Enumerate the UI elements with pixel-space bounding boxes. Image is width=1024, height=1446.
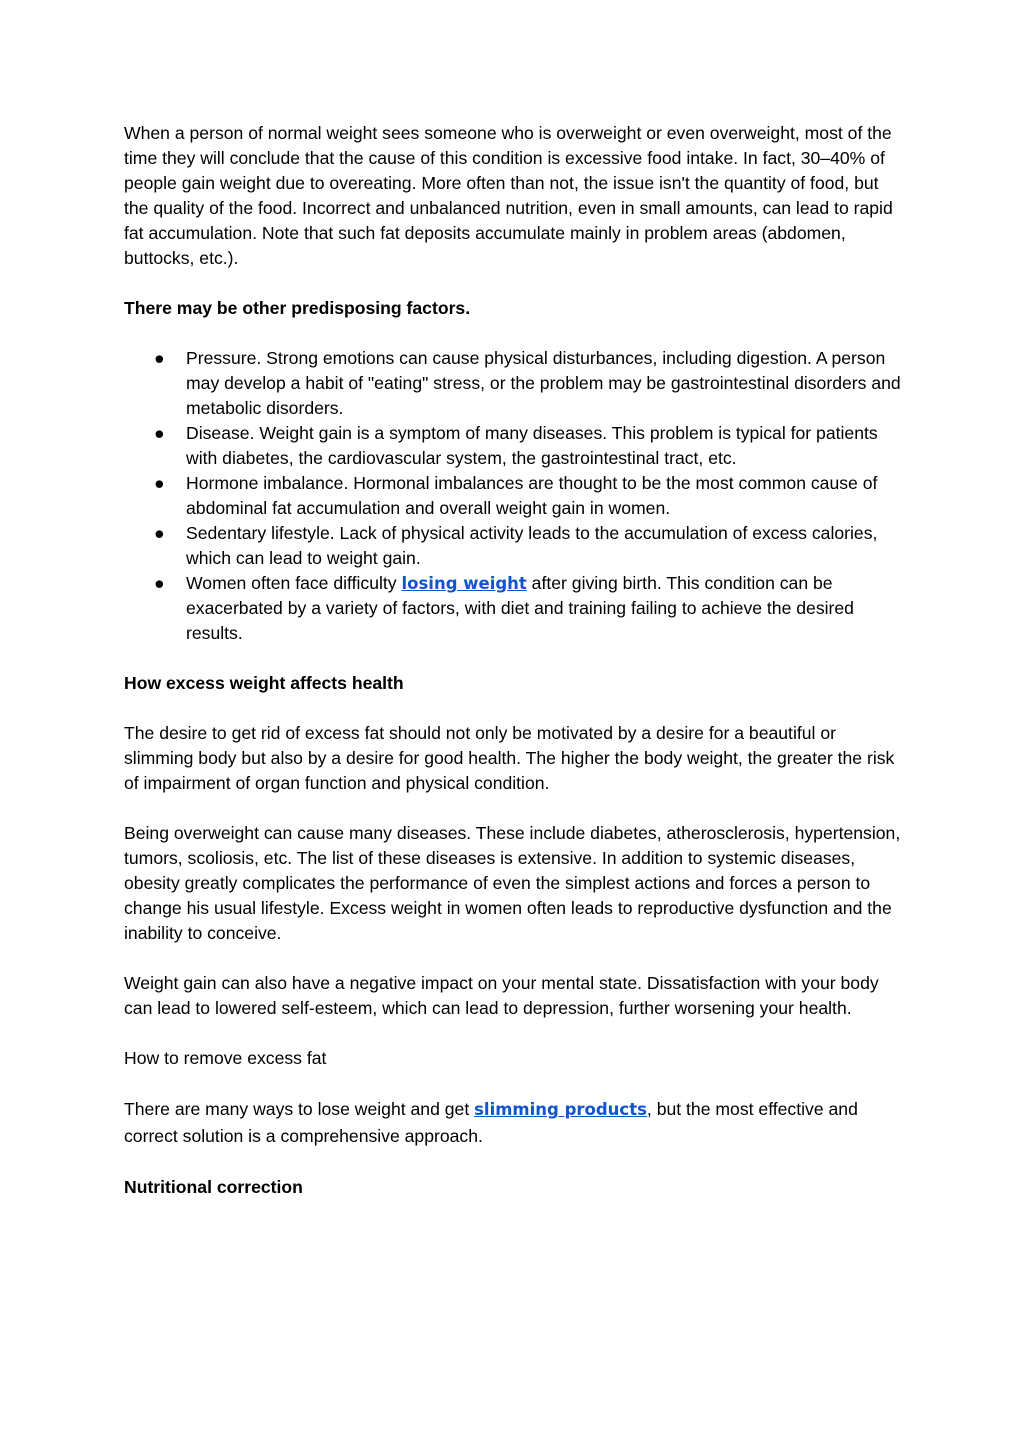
list-item-text: Disease. Weight gain is a symptom of many diseases. This problem is typical for patients with diabetes, the cardiovascular system, the gastrointestinal tract, etc.	[186, 423, 878, 468]
remove-text-after-link: , but the most effective and correct solution is a comprehensive approach.	[124, 1099, 858, 1146]
list-item	[124, 521, 904, 571]
factors-heading: There may be other predisposing factors.	[124, 298, 471, 318]
remove-fat-heading: How to remove excess fat	[124, 1048, 327, 1068]
list-item-text: Pressure. Strong emotions can cause physical disturbances, including digestion. A person may develop a habit of "eating" stress, or the problem may be gastrointestinal disorders and metabolic disorders.	[186, 348, 901, 418]
bullet-icon: ●	[154, 573, 165, 593]
list-item-text-after-link: after giving birth. This condition can be exacerbated by a variety of factors, with diet and training failing to achieve the desired results.	[186, 573, 854, 643]
remove-text-before-link: There are many ways to lose weight and get	[124, 1099, 475, 1119]
losing-weight-link[interactable]: losing weight	[401, 574, 527, 593]
list-item-text-before-link: Women often face difficulty	[186, 573, 402, 593]
list-item-text: Sedentary lifestyle. Lack of physical activity leads to the accumulation of excess calories, which can lead to weight gain.	[186, 523, 878, 568]
bullet-icon: ●	[154, 473, 165, 493]
health-heading: How excess weight affects health	[124, 673, 404, 693]
list-item-text: Hormone imbalance. Hormonal imbalances are thought to be the most common cause of abdominal fat accumulation and overall weight gain in women.	[186, 473, 878, 518]
bullet-icon: ●	[154, 348, 165, 368]
slimming-products-link[interactable]: slimming products	[474, 1100, 647, 1119]
factors-list	[124, 346, 904, 646]
health-paragraph-1: The desire to get rid of excess fat should not only be motivated by a desire for a beautiful or slimming body but also by a desire for good health. The higher the body weight, the greater the risk of impairment of organ function and physical condition.	[124, 723, 895, 793]
intro-paragraph: When a person of normal weight sees someone who is overweight or even overweight, most of the time they will conclude that the cause of this condition is excessive food intake. In fact, 30–40% of people gain weight due to overeating. More often than not, the issue isn't the quantity of food, but the quality of the food. Incorrect and unbalanced nutrition, even in small amounts, can lead to rapid fat accumulation. Note that such fat deposits accumulate mainly in problem areas (abdomen, buttocks, etc.).	[124, 123, 893, 268]
list-item	[124, 421, 904, 471]
remove-fat-paragraph	[124, 1096, 904, 1150]
list-item	[124, 571, 904, 646]
bullet-icon: ●	[154, 423, 165, 443]
list-item	[124, 346, 904, 421]
document-body	[124, 121, 904, 1225]
list-item	[124, 471, 904, 521]
health-paragraph-3: Weight gain can also have a negative impact on your mental state. Dissatisfaction with your body can lead to lowered self-esteem, which can lead to depression, further worsening your health.	[124, 973, 879, 1018]
bullet-icon: ●	[154, 523, 165, 543]
nutrition-heading: Nutritional correction	[124, 1177, 303, 1197]
health-paragraph-2: Being overweight can cause many diseases. These include diabetes, atherosclerosis, hypertension, tumors, scoliosis, etc. The list of these diseases is extensive. In addition to systemic diseases, obesity greatly complicates the performance of even the simplest actions and forces a person to change his usual lifestyle. Excess weight in women often leads to reproductive dysfunction and the inability to conceive.	[124, 823, 901, 943]
